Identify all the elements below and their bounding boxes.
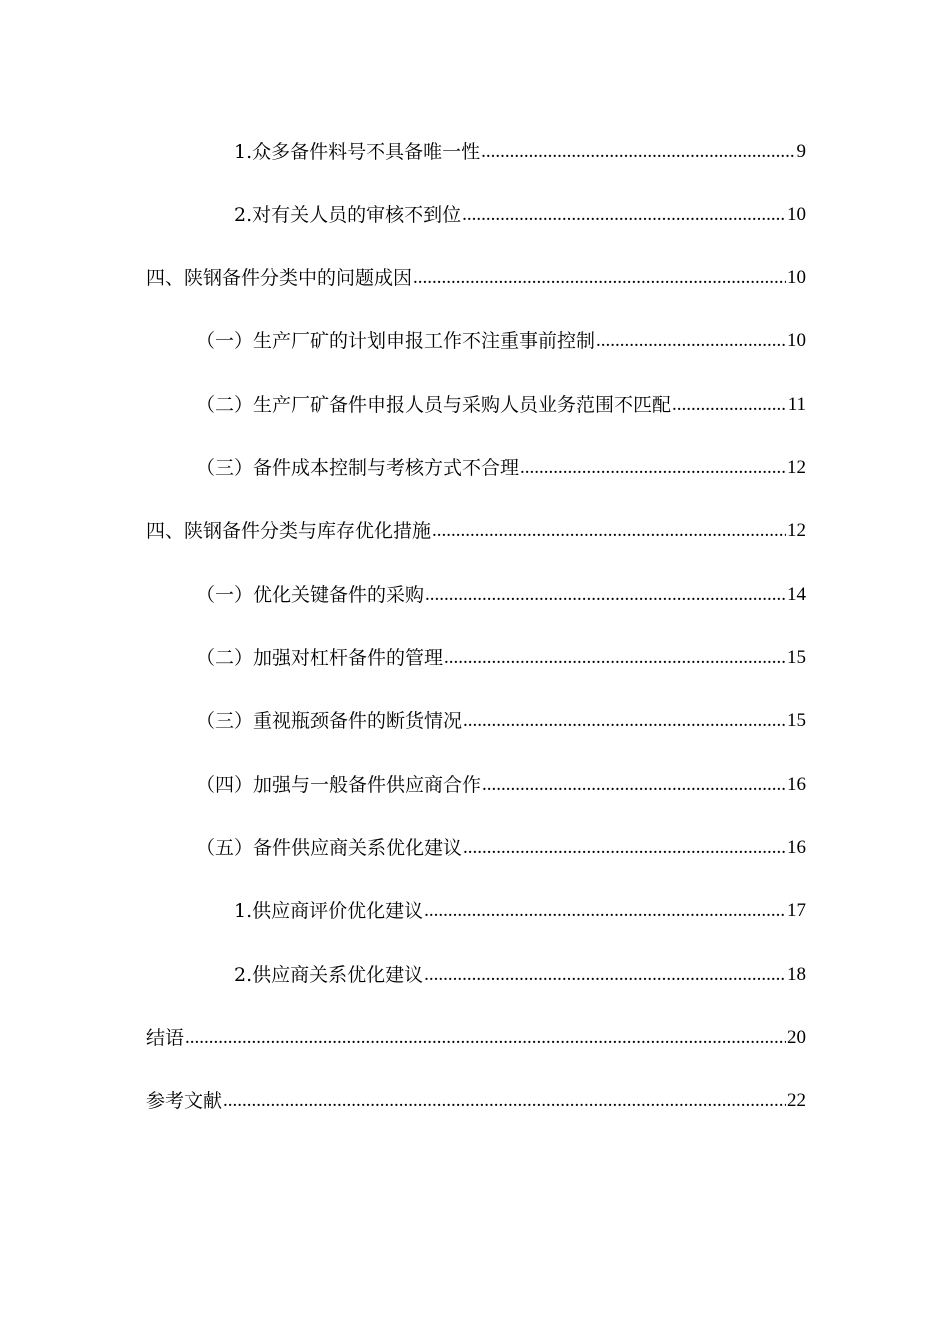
- toc-entry[interactable]: [0, 567, 950, 607]
- toc-entry[interactable]: [0, 820, 950, 860]
- toc-entry-page: 12: [787, 520, 806, 541]
- toc-entry[interactable]: [0, 503, 950, 543]
- dot-leader: [424, 899, 786, 923]
- toc-entry[interactable]: [0, 757, 950, 797]
- toc-entry-page: 12: [787, 457, 806, 478]
- toc-entry-title: 1.众多备件料号不具备唯一性: [234, 141, 481, 163]
- toc-entry-title: （一）优化关键备件的采购: [196, 584, 425, 606]
- toc-entry-title: （三）备件成本控制与考核方式不合理: [196, 457, 520, 479]
- toc-entry[interactable]: [0, 883, 950, 923]
- dot-leader: [672, 393, 787, 417]
- dot-leader: [520, 456, 786, 480]
- toc-entry-title: （二）加强对杠杆备件的管理: [196, 647, 444, 669]
- dot-leader: [425, 583, 786, 607]
- toc-entry[interactable]: [0, 947, 950, 987]
- toc-entry-page: 11: [787, 394, 806, 415]
- dot-leader: [462, 203, 786, 227]
- toc-entry-title: （一）生产厂矿的计划申报工作不注重事前控制: [196, 330, 596, 352]
- toc-entry[interactable]: [0, 693, 950, 733]
- dot-leader: [444, 646, 786, 670]
- toc-entry-page: 15: [787, 710, 806, 731]
- dot-leader: [432, 519, 786, 543]
- toc-entry-page: 18: [787, 964, 806, 985]
- dot-leader: [185, 1026, 786, 1050]
- dot-leader: [463, 709, 786, 733]
- toc-entry-page: 14: [787, 584, 806, 605]
- dot-leader: [463, 836, 786, 860]
- toc-entry-page: 10: [787, 267, 806, 288]
- toc-entry[interactable]: [0, 440, 950, 480]
- toc-entry[interactable]: [0, 250, 950, 290]
- toc-entry[interactable]: [0, 630, 950, 670]
- toc-entry[interactable]: [0, 313, 950, 353]
- toc-entry-page: 10: [787, 330, 806, 351]
- toc-entry[interactable]: [0, 1010, 950, 1050]
- dot-leader: [223, 1089, 786, 1113]
- toc-entry-title: （二）生产厂矿备件申报人员与采购人员业务范围不匹配: [196, 394, 672, 416]
- toc-entry-page: 20: [787, 1027, 806, 1048]
- toc-entry-page: 10: [787, 204, 806, 225]
- toc-entry-page: 22: [787, 1090, 806, 1111]
- toc-entry-page: 15: [787, 647, 806, 668]
- toc-entry[interactable]: [0, 377, 950, 417]
- dot-leader: [481, 140, 795, 164]
- toc-entry-title: 参考文献: [146, 1090, 223, 1112]
- toc-entry-title: 四、陕钢备件分类中的问题成因: [146, 267, 413, 289]
- toc-entry-title: （四）加强与一般备件供应商合作: [196, 774, 482, 796]
- toc-entry[interactable]: [0, 1073, 950, 1113]
- toc-entry-page: 17: [787, 900, 806, 921]
- toc-entry-title: 1.供应商评价优化建议: [234, 900, 424, 922]
- dot-leader: [482, 773, 786, 797]
- toc-entry-title: 结语: [146, 1027, 185, 1049]
- dot-leader: [596, 329, 786, 353]
- toc-entry-title: （五）备件供应商关系优化建议: [196, 837, 463, 859]
- toc-entry-title: 2.供应商关系优化建议: [234, 964, 424, 986]
- toc-entry-title: 2.对有关人员的审核不到位: [234, 204, 462, 226]
- toc-entry-title: 四、陕钢备件分类与库存优化措施: [146, 520, 432, 542]
- dot-leader: [413, 266, 786, 290]
- toc-entry[interactable]: [0, 124, 950, 164]
- toc-entry-title: （三）重视瓶颈备件的断货情况: [196, 710, 463, 732]
- toc-entry-page: 9: [796, 141, 806, 162]
- dot-leader: [424, 963, 786, 987]
- toc-entry-page: 16: [787, 837, 806, 858]
- toc-entry-page: 16: [787, 774, 806, 795]
- toc-entry[interactable]: [0, 187, 950, 227]
